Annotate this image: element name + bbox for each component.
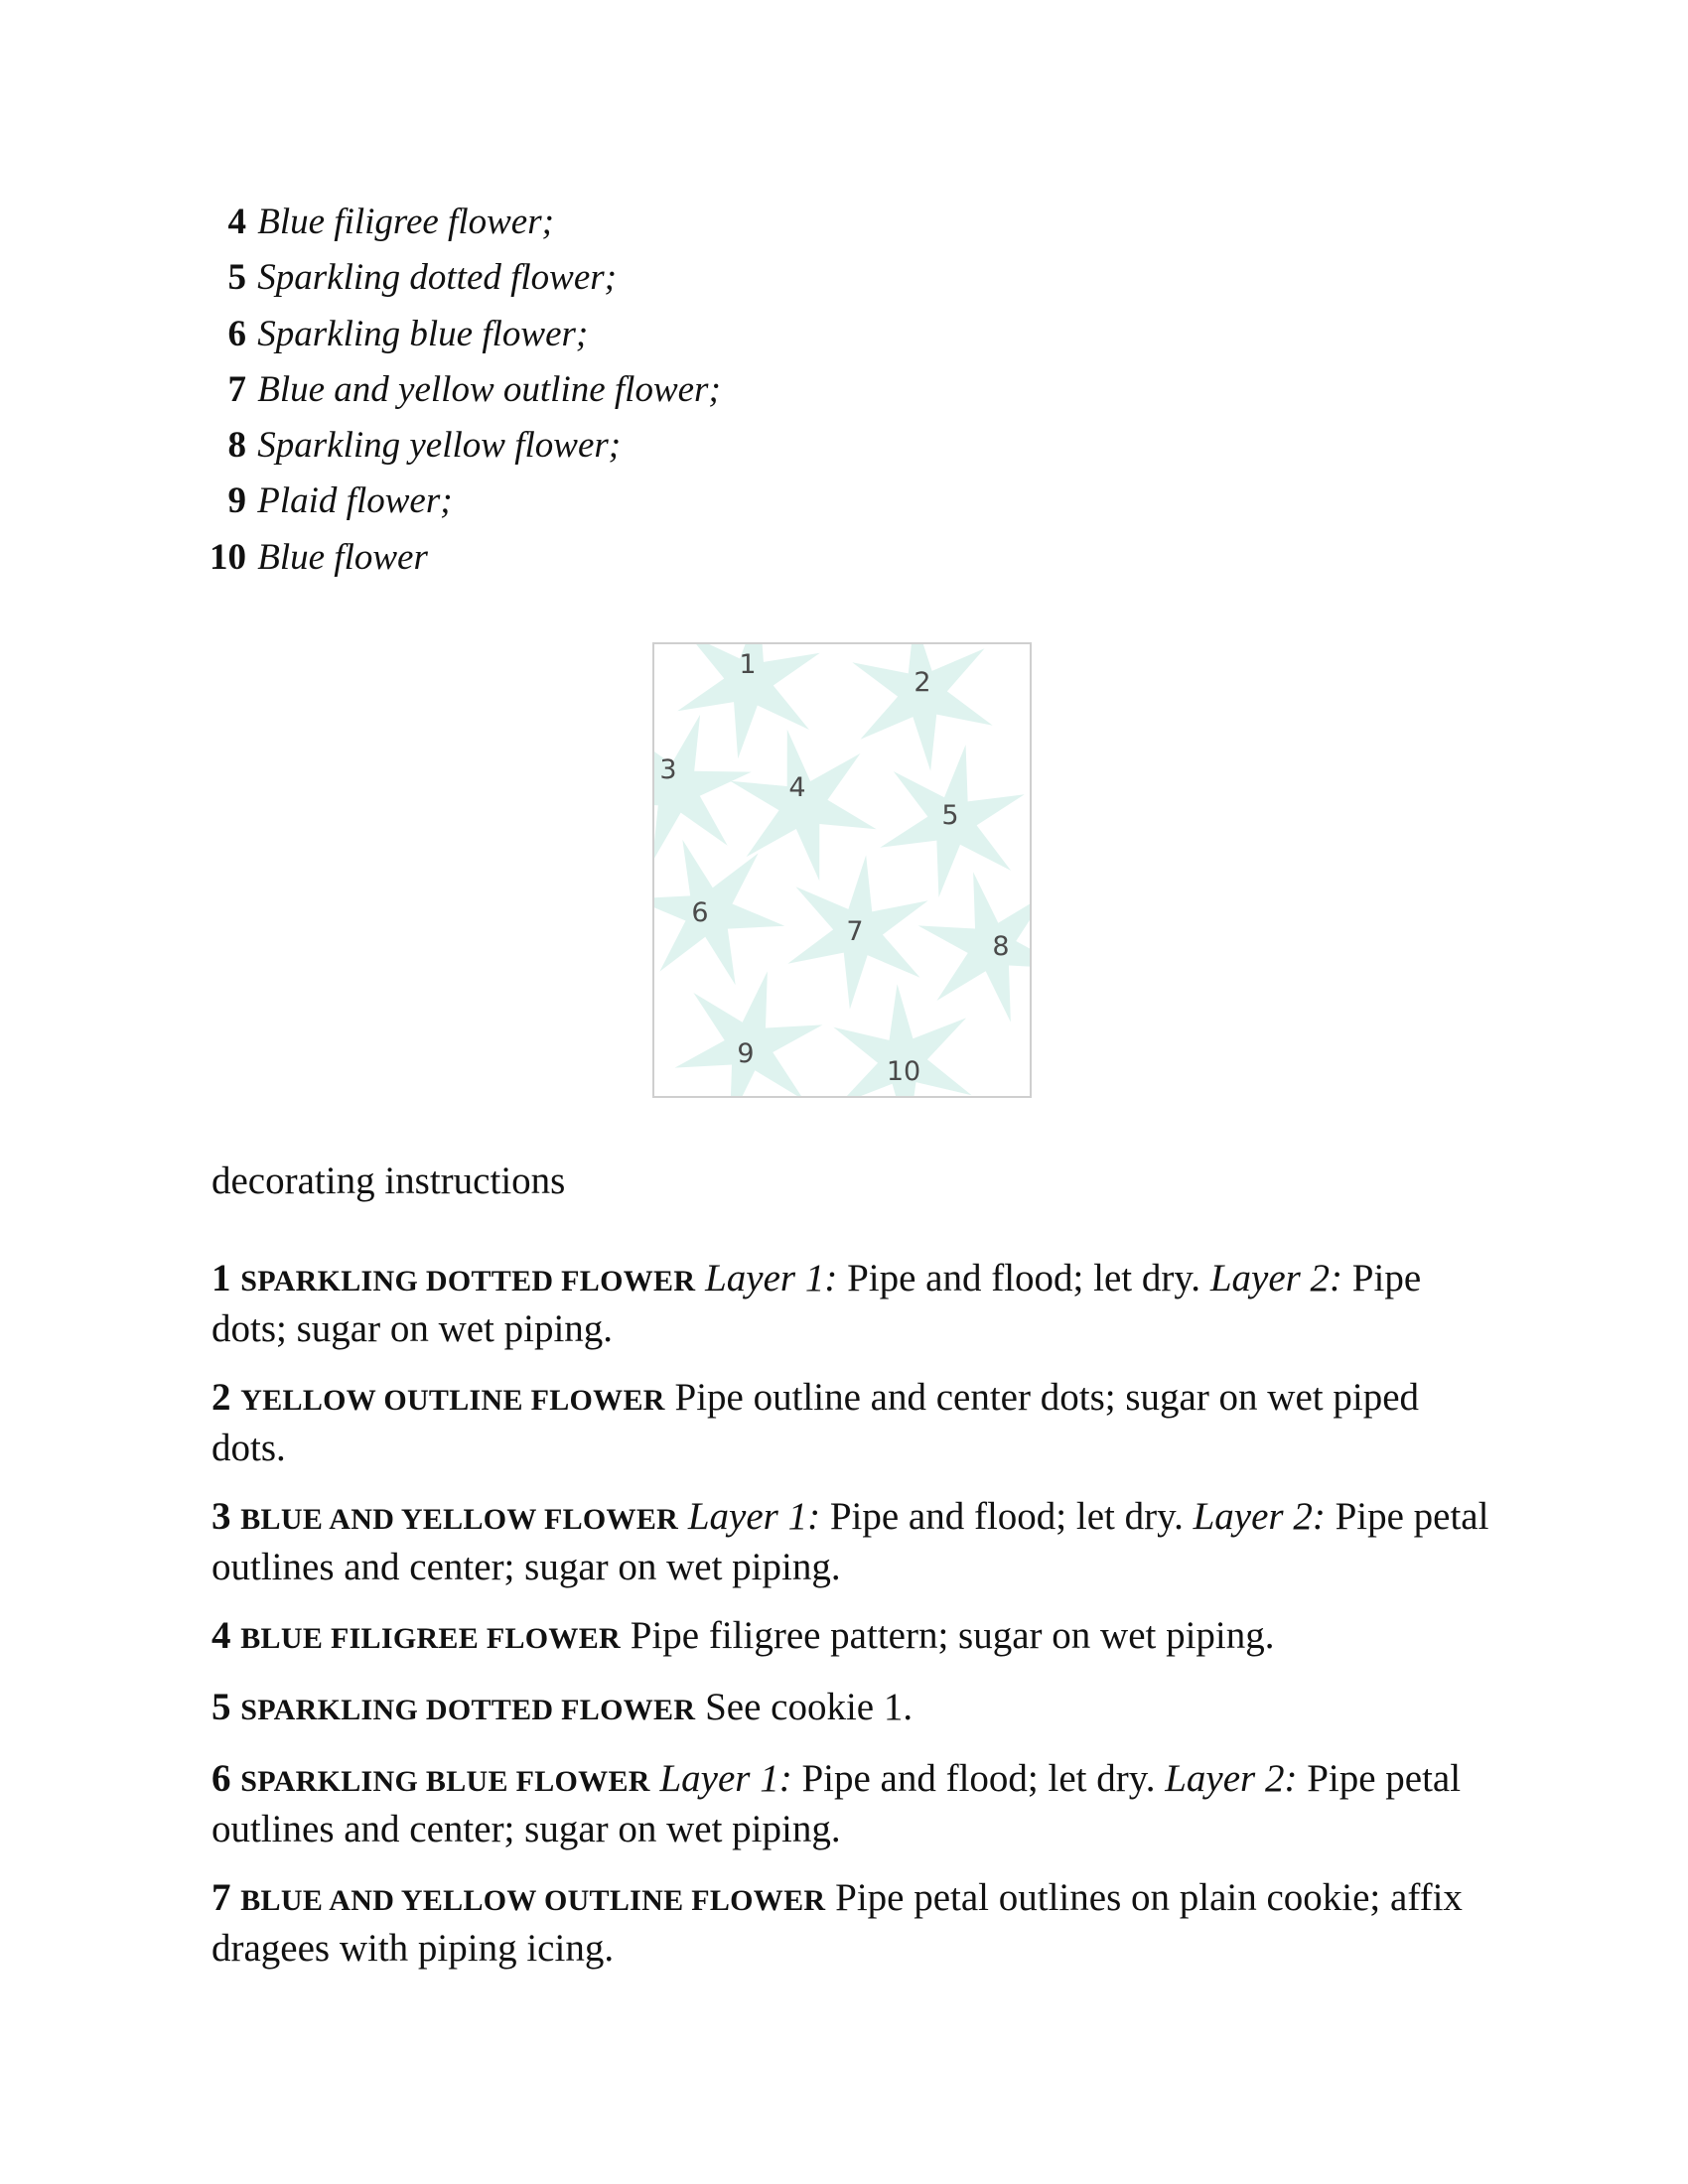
instruction-text: Pipe dots; sugar on wet piping. (211, 1257, 1422, 1350)
layer-label: Layer 1: (705, 1257, 838, 1299)
key-number: 10 (210, 536, 246, 578)
flower-label-1: 1 (739, 649, 757, 680)
section-heading: decorating instructions (211, 1160, 566, 1202)
flower-label-8: 8 (992, 931, 1010, 962)
layer-label: Layer 2: (1165, 1757, 1298, 1800)
flower-shapes (654, 644, 1030, 1096)
flower-label-6: 6 (691, 897, 709, 928)
flower-shape-9 (665, 955, 832, 1096)
layer-label: Layer 1: (687, 1495, 821, 1538)
instruction-item (211, 1255, 1492, 1353)
flower-label-10: 10 (886, 1056, 921, 1087)
instruction-item (211, 1493, 1492, 1591)
key-number: 5 (227, 257, 246, 299)
key-item (195, 307, 1088, 362)
key-number: 7 (227, 368, 246, 410)
key-item (195, 195, 1088, 250)
instruction-item (211, 1612, 1492, 1663)
instruction-text: Pipe and flood; let dry. (847, 1257, 1201, 1299)
instruction-title: BLUE AND YELLOW OUTLINE FLOWER (240, 1884, 826, 1917)
flower-label-3: 3 (659, 754, 677, 785)
key-name: Blue and yellow outline flower; (257, 368, 721, 410)
key-number: 8 (227, 425, 246, 467)
instruction-item (211, 1755, 1492, 1853)
flower-key-list (195, 195, 1088, 586)
key-item (195, 362, 1088, 418)
flower-label-5: 5 (941, 800, 959, 831)
instruction-title: BLUE AND YELLOW FLOWER (240, 1503, 679, 1536)
instruction-text: See cookie 1. (705, 1686, 914, 1728)
layer-label: Layer 1: (659, 1757, 792, 1800)
flower-label-2: 2 (914, 667, 931, 698)
key-item (195, 530, 1088, 586)
key-name: Plaid flower; (257, 480, 453, 522)
instruction-number: 6 (211, 1757, 231, 1800)
instruction-number: 5 (211, 1686, 231, 1728)
key-name: Sparkling blue flower; (257, 313, 589, 354)
key-number: 6 (227, 313, 246, 354)
key-name: Sparkling dotted flower; (257, 257, 617, 299)
key-item (195, 474, 1088, 529)
key-item (195, 250, 1088, 306)
instruction-text: Pipe and flood; let dry. (829, 1495, 1184, 1538)
instruction-text: Pipe outline and center dots; sugar on wet piped dots. (211, 1376, 1420, 1469)
flower-shape-6 (654, 817, 798, 1008)
instruction-title: YELLOW OUTLINE FLOWER (240, 1384, 665, 1417)
key-item (195, 418, 1088, 474)
instruction-title: SPARKLING DOTTED FLOWER (240, 1694, 696, 1726)
layer-label: Layer 2: (1209, 1257, 1343, 1299)
instruction-text: Pipe petal outlines on plain cookie; affix dragees with piping icing. (211, 1876, 1463, 1970)
instruction-title: SPARKLING BLUE FLOWER (240, 1765, 650, 1798)
instruction-number: 3 (211, 1495, 231, 1538)
cookie-layout-diagram (652, 642, 1032, 1098)
cookie-layout-svg (654, 644, 1030, 1096)
key-name: Blue filigree flower; (257, 202, 554, 242)
instruction-text: Pipe filigree pattern; sugar on wet piping. (630, 1614, 1275, 1657)
instruction-item (211, 1684, 1492, 1734)
instruction-title: BLUE FILIGREE FLOWER (240, 1622, 621, 1655)
flower-label-7: 7 (846, 916, 864, 947)
flower-shape-8 (909, 856, 1030, 1038)
instruction-title: SPARKLING DOTTED FLOWER (240, 1265, 696, 1297)
instruction-number: 1 (211, 1257, 231, 1299)
flower-label-4: 4 (788, 772, 806, 803)
layer-label: Layer 2: (1193, 1495, 1326, 1538)
flower-shape-2 (848, 644, 997, 778)
instruction-number: 2 (211, 1376, 231, 1419)
key-number: 4 (227, 202, 246, 242)
key-name: Blue flower (257, 536, 428, 578)
instruction-number: 4 (211, 1614, 231, 1657)
instruction-item (211, 1874, 1492, 1973)
key-name: Sparkling yellow flower; (257, 425, 622, 467)
instruction-text: Pipe petal outlines and center; sugar on wet piping. (211, 1757, 1462, 1850)
decorating-instructions (211, 1255, 1492, 1993)
instruction-item (211, 1374, 1492, 1472)
key-number: 9 (227, 480, 246, 522)
flower-label-9: 9 (737, 1038, 755, 1069)
instruction-text: Pipe petal outlines and center; sugar on wet piping. (211, 1495, 1489, 1588)
instruction-number: 7 (211, 1876, 231, 1919)
instruction-text: Pipe and flood; let dry. (801, 1757, 1156, 1800)
